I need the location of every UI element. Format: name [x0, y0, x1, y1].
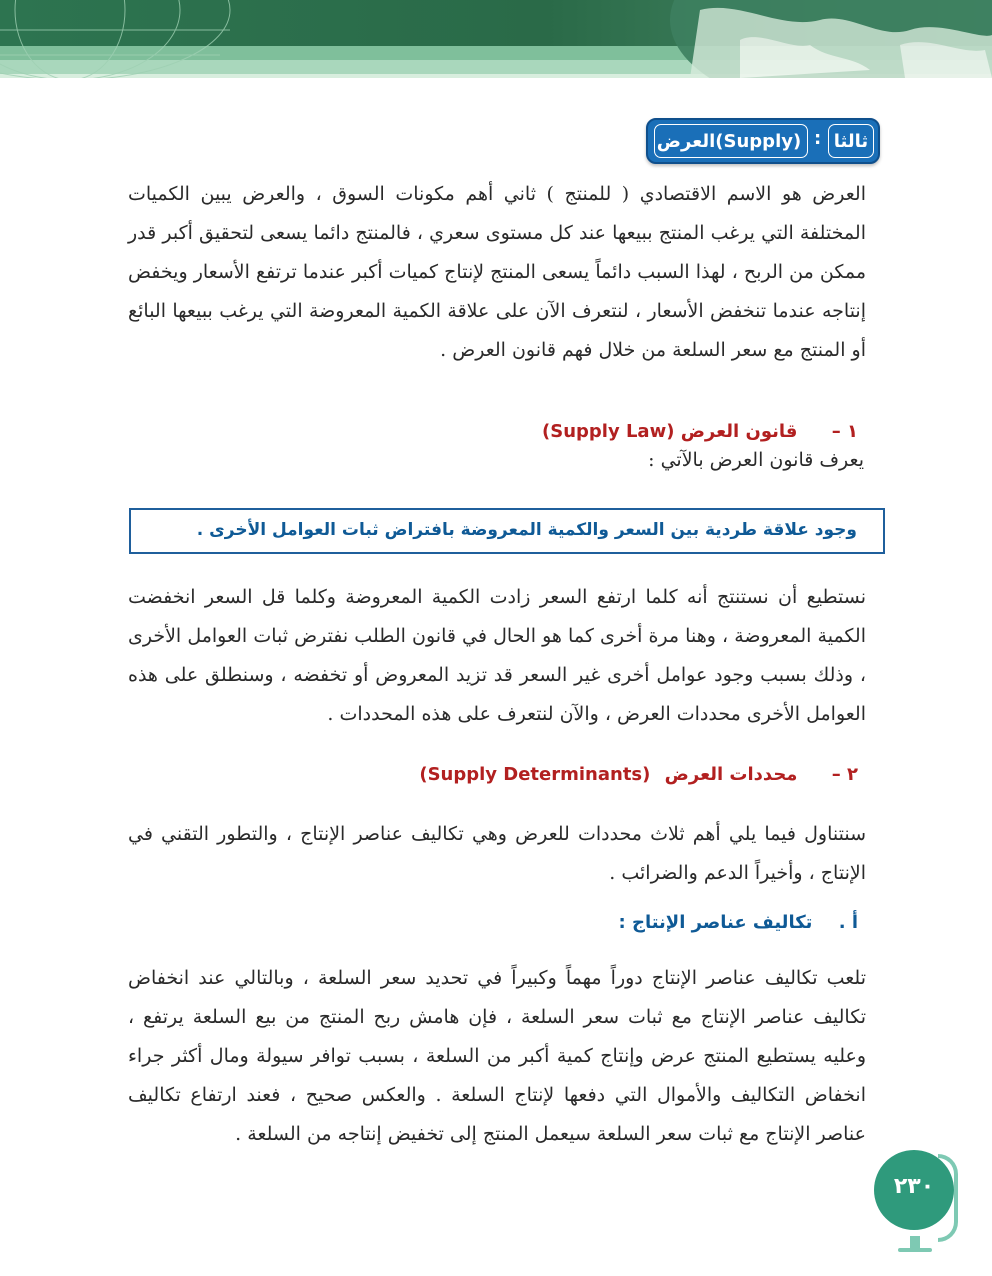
heading-production-costs	[619, 912, 859, 933]
heading-title: قانون العرض	[680, 421, 798, 442]
heading-title-en: (Supply Determinants)	[419, 764, 651, 785]
costs-paragraph: تلعب تكاليف عناصر الإنتاج دوراً مهماً وكبيراً في تحديد سعر السلعة ، وبالتالي عند انخفاض تكاليف عناصر الإنتاج مع ثبات سعر السلعة ، فإن هامش ربح المنتج من بيع السلعة يرتفع ، وعليه يستطيع المنتج عرض وإنتاج كمية أكبر من السلعة ، بسبب توافر سيولة ومال أكثر جراء انخفاض التكاليف والأموال التي دفعها لإنتاج السلعة . والعكس صحيح ، فعند ارتفاع تكاليف عناصر الإنتاج مع ثبات سعر السلعة سيعمل المنتج إلى تخفيض إنتاجه من السلعة .	[128, 967, 866, 1145]
intro-paragraph: العرض هو الاسم الاقتصادي ( للمنتج ) ثاني أهم مكونات السوق ، والعرض يبين الكميات المختلفة التي يرغب المنتج ببيعها عند كل مستوى سعري ، فالمنتج دائما يسعى لتحقيق أكبر قدر ممكن من الربح ، لهذا السبب دائماً يسعى المنتج لإنتاج كميات أكبر عندما ترتفع الأسعار ويخفض إنتاجه عندما تنخفض الأسعار ، لنتعرف الآن على علاقة الكمية المعروضة التي يرغب ببيعها البائع أو المنتج مع سعر السلعة من خلال فهم قانون العرض .	[128, 183, 866, 361]
section-title-en: (Supply)	[715, 130, 802, 152]
definition-box	[129, 508, 885, 554]
definition-text: وجود علاقة طردية بين السعر والكمية المعروضة بافتراض ثبات العوامل الأخرى .	[196, 520, 857, 540]
heading-title: تكاليف عناصر الإنتاج :	[618, 912, 813, 933]
heading-number: ١ –	[831, 421, 858, 442]
heading-title-en: (Supply Law)	[542, 421, 675, 442]
page-number: ٢٣٠	[893, 1174, 935, 1199]
section-number-box	[828, 124, 874, 158]
section-title: العرض	[656, 130, 716, 152]
heading-supply-law	[542, 421, 858, 442]
section-title-box	[654, 124, 808, 158]
section-tag	[646, 118, 880, 164]
section-colon: :	[814, 128, 822, 149]
conclusion-paragraph: نستطيع أن نستنتج أنه كلما ارتفع السعر زادت الكمية المعروضة وكلما قل السعر انخفضت الكمية المعروضة ، وهنا مرة أخرى كما هو الحال في قانون الطلب نفترض ثبات العوامل الأخرى ، وذلك بسبب وجود عوامل أخرى غير السعر قد تزيد المعروض أو تخفضه ، وسنطلق على هذه العوامل الأخرى محددات العرض ، والآن لنتعرف على هذه المحددات .	[128, 586, 866, 725]
definition-intro: يعرف قانون العرض بالآتي :	[648, 449, 864, 471]
heading-number: أ .	[838, 912, 858, 933]
globe-base	[898, 1248, 932, 1252]
heading-supply-determinants	[419, 764, 858, 785]
heading-title: محددات العرض	[664, 764, 798, 785]
section-number: ثالثا	[833, 130, 869, 152]
heading-number: ٢ –	[831, 764, 858, 785]
page-number-globe	[874, 1150, 966, 1250]
determinants-paragraph: سنتناول فيما يلي أهم ثلاث محددات للعرض وهي تكاليف عناصر الإنتاج ، والتطور التقني في الإنتاج ، وأخيراً الدعم والضرائب .	[128, 823, 866, 884]
